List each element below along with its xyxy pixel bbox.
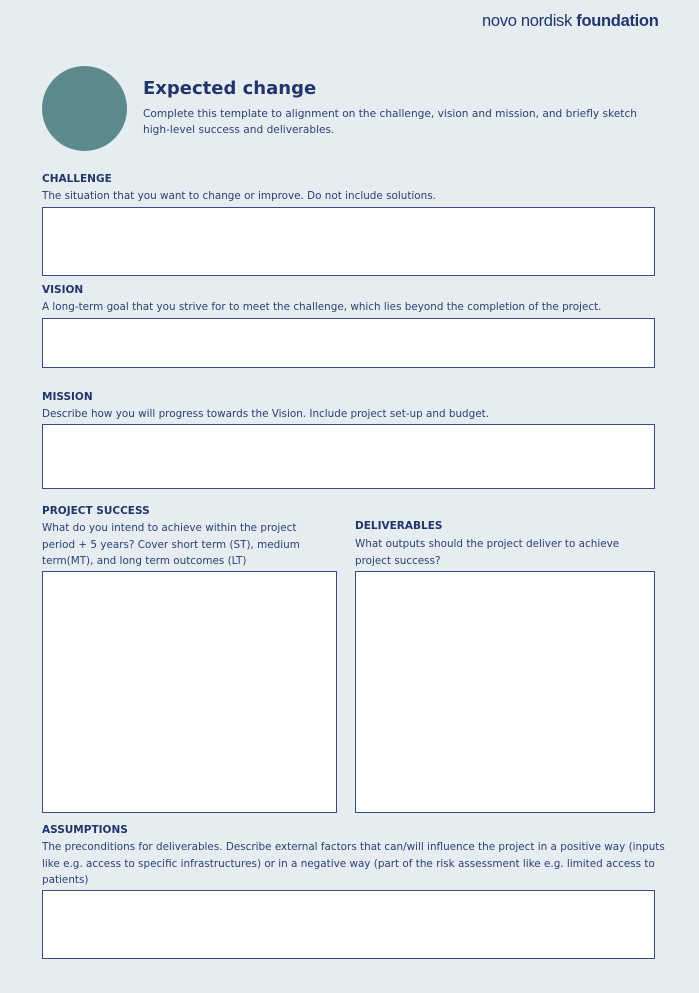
assumptions-input-box[interactable] <box>42 890 655 959</box>
logo-prefix: novo nordisk <box>482 12 572 30</box>
mission-title: MISSION <box>42 391 93 403</box>
vision-description: A long-term goal that you strive for to meet the challenge, which lies beyond the completion of the project. <box>42 301 602 313</box>
page-subtitle: Complete this template to alignment on the challenge, vision and mission, and briefly sketch high-level success and deliverables. <box>143 108 637 136</box>
vision-title: VISION <box>42 284 84 296</box>
page-title: Expected change <box>143 78 317 99</box>
brand-logo <box>482 12 659 31</box>
project-success-description: What do you intend to achieve within the project period + 5 years? Cover short term (ST), medium term(MT), and long term outcomes (LT) <box>42 522 300 567</box>
project-success-title: PROJECT SUCCESS <box>42 505 150 517</box>
logo-suffix: foundation <box>576 12 659 30</box>
challenge-description: The situation that you want to change or improve. Do not include solutions. <box>42 190 436 202</box>
mission-description: Describe how you will progress towards the Vision. Include project set-up and budget. <box>42 408 489 420</box>
header-circle-graphic <box>42 66 127 151</box>
mission-input-box[interactable] <box>42 424 655 489</box>
deliverables-description: What outputs should the project deliver to achieve project success? <box>355 538 620 567</box>
challenge-input-box[interactable] <box>42 207 655 276</box>
assumptions-title: ASSUMPTIONS <box>42 824 128 836</box>
deliverables-input-box[interactable] <box>355 571 655 813</box>
challenge-title: CHALLENGE <box>42 173 112 185</box>
deliverables-title: DELIVERABLES <box>355 520 443 532</box>
vision-input-box[interactable] <box>42 318 655 368</box>
project-success-input-box[interactable] <box>42 571 337 813</box>
assumptions-description: The preconditions for deliverables. Describe external factors that can/will influence the project in a positive way (inputs like e.g. access to specific infrastructures) or in a negative way (part of the risk assessment like e.g. limited access to patients) <box>42 841 665 886</box>
